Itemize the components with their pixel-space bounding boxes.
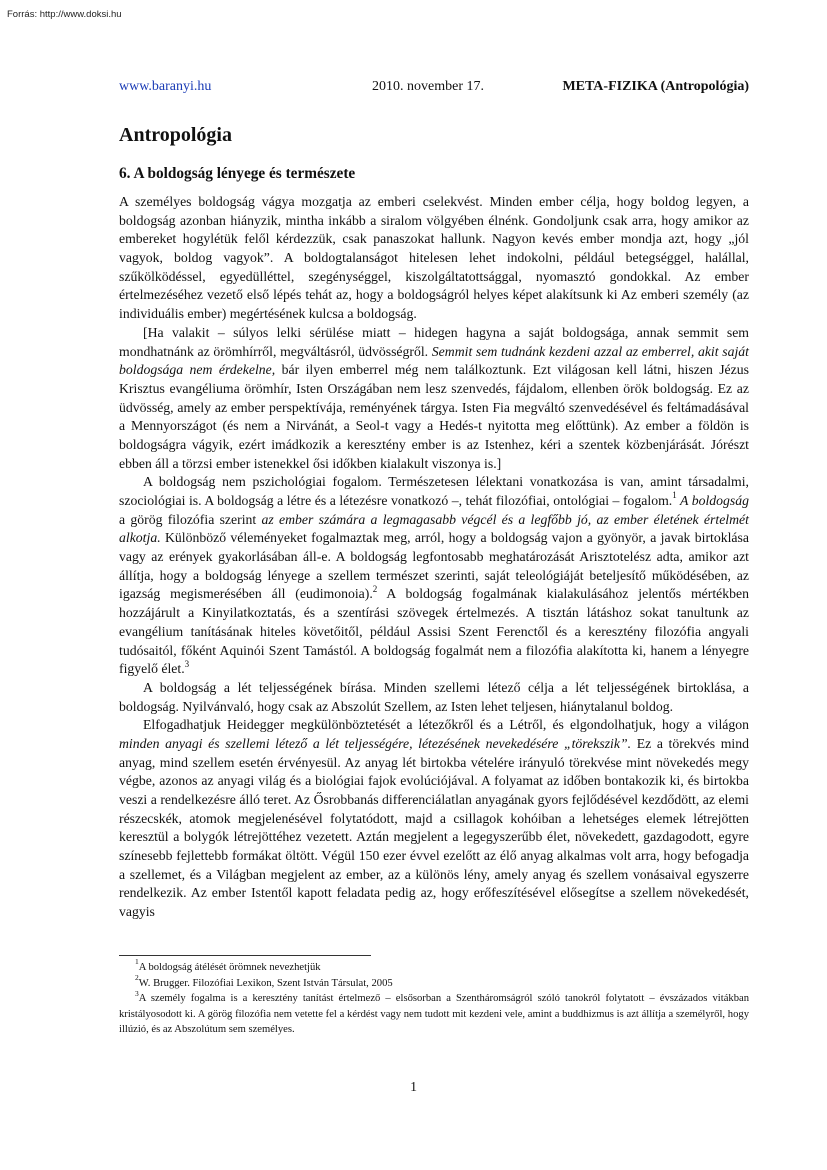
paragraph: [Ha valakit – súlyos lelki sérülése miatt – hidegen hagyna a saját boldogsága, annak semmit sem mondhatnánk az örömhírről, megváltásról, üdvösségről. Semmit sem tudnánk kezdeni azzal az emberrel, akit saját boldogsága nem érdekelne, bár ilyen emberrel még nem találkoztunk. Ezt világosan kell látni, hiszen Jézus Krisztus evangéliuma örömhír, Isten Országában nem lesz szenvedés, fájdalom, ellenben örök boldogság. Ez az üdvösség, amely az ember perspektívája, reményének tárgya. Isten Fia megváltó szenvedésével és feltámadásával a Mennyországot (és nem a Nirvánát, a Seol-t vagy a Hedés-t nyitotta meg előttünk). Az ember a földön is boldogságra vágyik, ezért imádkozik a keresztény ember is az Istenhez, kéri a szentek közbenjárását. Jórészt ebben áll a törzsi ember istenekkel ősi időkben kialakult viszonya is.] — [119, 324, 749, 471]
paragraph: A személyes boldogság vágya mozgatja az emberi cselekvést. Minden ember célja, hogy boldog legyen, a boldogság azonban hiányzik, mintha inkább a siralom völgyében élnénk. Gondoljunk csak arra, hogy amikor az embereket hogylétük felől kérdezzük, csak panaszokat hallunk. Nagyon kevés ember mondja azt, hogy „jól vagyok, boldog vagyok”. A boldogtalanságot hitelesen lehet indokolni, például betegséggel, halállal, szűkölködéssel, egyedülléttel, szegénységgel, kiszolgáltatottsággal, nyomasztó gondokkal. Az ember értelmezéséhez vezető első lépés tehát az, hogy a boldogságról helyes képet alakítsunk ki Az emberi személy (az individuális ember) megértésének kulcsa a boldogság. — [119, 194, 749, 322]
footnote: $^3$A személy fogalma is a keresztény tanítást értelmező – elsősorban a Szentháromságról szóló tanokról folytatott – évszázados vitákban kristályosodott ki. A görög filozófia nem vetette fel a kérdést vagy nem tudott mit kezdeni vele, amint a buddhizmus is azt állítja a személyről, hogy illúzió, és az Abszolútum sem személyes. — [119, 988, 749, 1036]
header-title: META-FIZIKA (Antropológia) — [562, 79, 749, 94]
header-date: 2010. november 17. — [372, 79, 484, 94]
page-header — [119, 79, 749, 97]
source-label: Forrás: http://www.doksi.hu — [7, 9, 122, 20]
paragraph: Elfogadhatjuk Heidegger megkülönböztetését a létezőkről és a Létről, és elgondolhatjuk, hogy a világon minden anyagi és szellemi létező a lét teljességére, létezésének nevekedésére „törekszik”. Ez a törekvés mind anyag, mind szellem esetén érvényesül. Az anyag lét birtokba vételére irányuló törekvése mint növekedés megy végbe, azonos az anyagi világ és a biológiai fajok evolúciójával. A folyamat az időben bontakozik ki, és birtokba veszi a rendelkezésre álló teret. Az Ősrobbanás differenciálatlan anyagának gyors fejlődésével kezdődött, az elemi részecskék, atomok megjelenésével folytatódott, majd a csillagok kohóiban a lehetséges elemek létrejötten keresztül a bolygók létrejöttéhez vezetett. Aztán megjelent a legegyszerűbb élet, növekedett, gazdagodott, egyre színesebb fejlettebb formákat öltött. Végül 150 ezer évvel ezelőtt az élő anyag alkalmas volt arra, hogy befogadja a szellemet, és a Világban megjelent az ember, az a különös lény, amely anyag és szellem vonásaival egyszerre rendelkezik. Az ember Istentől kapott feladata pedig az, hogy erőfeszítésével elősegítse a szellem növekedését, vagyis — [119, 717, 750, 920]
paragraph: A boldogság a lét teljességének bírása. Minden szellemi létező célja a lét teljességének birtoklása, a boldogság. Nyilvánvaló, hogy csak az Abszolút Szellem, az Isten lehet teljesen, hiánytalanul boldog. — [119, 679, 749, 714]
footnote-ref[interactable]: 1 — [672, 490, 677, 501]
body-text — [119, 193, 749, 922]
footnotes — [119, 957, 749, 1038]
section-title: 6. A boldogság lényege és természete — [119, 165, 356, 182]
footnote-ref[interactable]: 3 — [184, 658, 190, 669]
footnote-ref[interactable]: 2 — [372, 583, 378, 594]
page-title: Antropológia — [119, 124, 232, 146]
footnote-divider — [119, 955, 371, 956]
page-number: 1 — [410, 1079, 417, 1094]
header-url-link[interactable]: www.baranyi.hu — [119, 79, 212, 94]
footnote: $^2$W. Brugger. Filozófiai Lexikon, Szent István Társulat, 2005 — [135, 973, 393, 989]
footnote: $^1$A boldogság átélését örömnek nevezhetjük — [135, 957, 321, 973]
paragraph: A boldogság nem pszichológiai fogalom. Természetesen lélektani vonatkozása is van, amint társadalmi, szociológiai is. A boldogság a létre és a létezésre vonatkozó –, tehát filozófiai, ontológiai – fogalom.$^1$ A boldogság a görög filozófia szerint az ember számára a legmagasabb végcél és a legfőbb jó, az ember életének értelmét alkotja. Különböző véleményeket fogalmaztak meg, arról, hogy a boldogság vajon a gyönyör, a javak birtoklása vagy az erények gyakorlásában áll-e. A boldogság legfontosabb meghatározását Arisztotelész adta, amikor azt állítja, hogy a boldogság lényege a szellem természet szerinti, saját teleológiáját beteljesítő működésében, az igazság megismerésében áll (eudimonoia).$^2$ A boldogság fogalmának kialakulásához jelentős mértékben hozzájárult a Kinyilatkoztatás, és a szentírási szövegek értelmezés. A tisztán látáshoz sokat tanultunk az evangélium tanításának hiteles követőitől, például Assisi Szent Ferenctől és a keresztény filozófia angyali tudósaitól, főként Aquinói Szent Tamástól. A boldogság fogalmát nem a filozófia alakította ki, hanem a lényegre figyelő élet.$^3$ — [119, 474, 749, 677]
